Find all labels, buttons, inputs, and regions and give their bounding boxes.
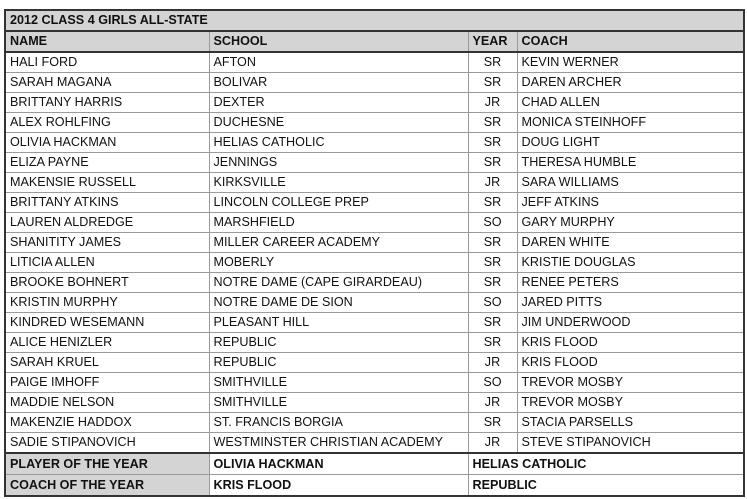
year-cell: SR <box>468 52 517 73</box>
coach-cell: SARA WILLIAMS <box>517 173 744 193</box>
table-row <box>5 153 744 173</box>
player-name-cell: HALI FORD <box>5 52 209 73</box>
year-cell: SO <box>468 373 517 393</box>
year-cell: SO <box>468 213 517 233</box>
school-cell: ST. FRANCIS BORGIA <box>209 413 468 433</box>
school-cell: MARSHFIELD <box>209 213 468 233</box>
year-cell: SR <box>468 273 517 293</box>
coach-cell: STEVE STIPANOVICH <box>517 433 744 454</box>
coach-cell: KRIS FLOOD <box>517 333 744 353</box>
year-cell: SR <box>468 233 517 253</box>
coach-cell: GARY MURPHY <box>517 213 744 233</box>
school-cell: JENNINGS <box>209 153 468 173</box>
school-cell: MOBERLY <box>209 253 468 273</box>
coach-cell: MONICA STEINHOFF <box>517 113 744 133</box>
school-cell: NOTRE DAME DE SION <box>209 293 468 313</box>
table-row <box>5 193 744 213</box>
coach-cell: JARED PITTS <box>517 293 744 313</box>
column-header-school: SCHOOL <box>209 31 468 52</box>
player-name-cell: PAIGE IMHOFF <box>5 373 209 393</box>
table-row <box>5 73 744 93</box>
school-cell: WESTMINSTER CHRISTIAN ACADEMY <box>209 433 468 454</box>
year-cell: SR <box>468 313 517 333</box>
table-row <box>5 313 744 333</box>
coach-cell: KRISTIE DOUGLAS <box>517 253 744 273</box>
coach-cell: DAREN ARCHER <box>517 73 744 93</box>
table-title: 2012 CLASS 4 GIRLS ALL-STATE <box>5 10 744 31</box>
year-cell: SR <box>468 113 517 133</box>
coach-cell: KEVIN WERNER <box>517 52 744 73</box>
award-winner-name: OLIVIA HACKMAN <box>209 453 468 475</box>
coach-cell: THERESA HUMBLE <box>517 153 744 173</box>
year-cell: JR <box>468 173 517 193</box>
award-label: PLAYER OF THE YEAR <box>5 453 209 475</box>
table-row <box>5 273 744 293</box>
table-row <box>5 233 744 253</box>
coach-cell: KRIS FLOOD <box>517 353 744 373</box>
school-cell: PLEASANT HILL <box>209 313 468 333</box>
player-name-cell: MADDIE NELSON <box>5 393 209 413</box>
school-cell: MILLER CAREER ACADEMY <box>209 233 468 253</box>
school-cell: SMITHVILLE <box>209 373 468 393</box>
all-state-sheet <box>4 9 743 497</box>
player-name-cell: ELIZA PAYNE <box>5 153 209 173</box>
year-cell: SR <box>468 193 517 213</box>
title-row <box>5 10 744 31</box>
school-cell: DUCHESNE <box>209 113 468 133</box>
column-header-coach: COACH <box>517 31 744 52</box>
school-cell: DEXTER <box>209 93 468 113</box>
table-row <box>5 293 744 313</box>
header-row <box>5 31 744 52</box>
table-row <box>5 433 744 454</box>
coach-cell: TREVOR MOSBY <box>517 373 744 393</box>
coach-cell: CHAD ALLEN <box>517 93 744 113</box>
school-cell: REPUBLIC <box>209 353 468 373</box>
coach-cell: JIM UNDERWOOD <box>517 313 744 333</box>
table-row <box>5 393 744 413</box>
all-state-table <box>4 9 745 497</box>
year-cell: SR <box>468 73 517 93</box>
award-winner-name: KRIS FLOOD <box>209 475 468 497</box>
year-cell: JR <box>468 93 517 113</box>
school-cell: BOLIVAR <box>209 73 468 93</box>
player-name-cell: ALEX ROHLFING <box>5 113 209 133</box>
coach-cell: TREVOR MOSBY <box>517 393 744 413</box>
player-name-cell: KINDRED WESEMANN <box>5 313 209 333</box>
year-cell: SR <box>468 153 517 173</box>
year-cell: JR <box>468 393 517 413</box>
table-row <box>5 93 744 113</box>
year-cell: SR <box>468 133 517 153</box>
table-row <box>5 413 744 433</box>
table-row <box>5 113 744 133</box>
year-cell: SR <box>468 413 517 433</box>
coach-cell: STACIA PARSELLS <box>517 413 744 433</box>
school-cell: NOTRE DAME (CAPE GIRARDEAU) <box>209 273 468 293</box>
coach-cell: DOUG LIGHT <box>517 133 744 153</box>
player-name-cell: KRISTIN MURPHY <box>5 293 209 313</box>
year-cell: SO <box>468 293 517 313</box>
award-winner-school: REPUBLIC <box>468 475 744 497</box>
table-row <box>5 353 744 373</box>
table-row <box>5 213 744 233</box>
coach-of-year-row <box>5 475 744 497</box>
school-cell: AFTON <box>209 52 468 73</box>
school-cell: SMITHVILLE <box>209 393 468 413</box>
player-name-cell: MAKENZIE HADDOX <box>5 413 209 433</box>
school-cell: REPUBLIC <box>209 333 468 353</box>
player-of-year-row <box>5 453 744 475</box>
player-name-cell: SADIE STIPANOVICH <box>5 433 209 454</box>
school-cell: LINCOLN COLLEGE PREP <box>209 193 468 213</box>
school-cell: KIRKSVILLE <box>209 173 468 193</box>
player-name-cell: BROOKE BOHNERT <box>5 273 209 293</box>
award-winner-school: HELIAS CATHOLIC <box>468 453 744 475</box>
player-name-cell: LITICIA ALLEN <box>5 253 209 273</box>
table-row <box>5 333 744 353</box>
table-row <box>5 173 744 193</box>
coach-cell: JEFF ATKINS <box>517 193 744 213</box>
year-cell: SR <box>468 333 517 353</box>
player-name-cell: LAUREN ALDREDGE <box>5 213 209 233</box>
table-row <box>5 373 744 393</box>
table-row <box>5 52 744 73</box>
player-name-cell: SHANITITY JAMES <box>5 233 209 253</box>
school-cell: HELIAS CATHOLIC <box>209 133 468 153</box>
player-name-cell: MAKENSIE RUSSELL <box>5 173 209 193</box>
player-name-cell: BRITTANY HARRIS <box>5 93 209 113</box>
column-header-name: NAME <box>5 31 209 52</box>
table-row <box>5 133 744 153</box>
player-name-cell: ALICE HENIZLER <box>5 333 209 353</box>
table-row <box>5 253 744 273</box>
player-name-cell: OLIVIA HACKMAN <box>5 133 209 153</box>
player-name-cell: BRITTANY ATKINS <box>5 193 209 213</box>
player-name-cell: SARAH MAGANA <box>5 73 209 93</box>
column-header-year: YEAR <box>468 31 517 52</box>
coach-cell: RENEE PETERS <box>517 273 744 293</box>
year-cell: JR <box>468 433 517 454</box>
coach-cell: DAREN WHITE <box>517 233 744 253</box>
year-cell: JR <box>468 353 517 373</box>
player-name-cell: SARAH KRUEL <box>5 353 209 373</box>
year-cell: SR <box>468 253 517 273</box>
award-label: COACH OF THE YEAR <box>5 475 209 497</box>
